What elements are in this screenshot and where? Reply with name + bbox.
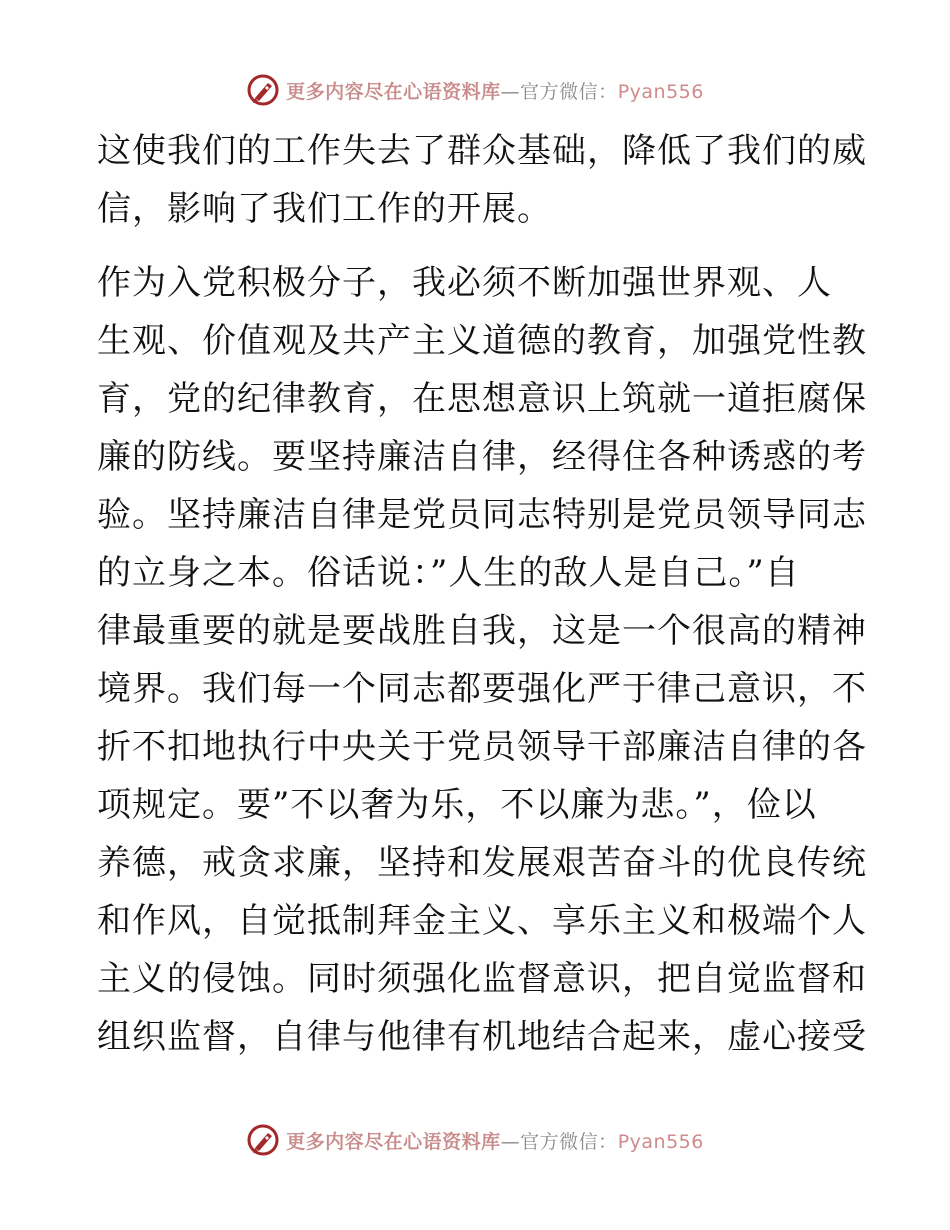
- footer-banner-official-label: 官方微信：: [520, 1130, 618, 1153]
- text-line: 的立身之本。俗话说：”人生的敌人是自己。”自: [97, 553, 800, 593]
- paragraph-2: [97, 254, 867, 1066]
- text-line: 组织监督，自律与他律有机地结合起来，虚心接受: [97, 1017, 867, 1057]
- document-body: [97, 122, 867, 1066]
- text-line: 律最重要的就是要战胜自我，这是一个很高的精神: [97, 611, 867, 651]
- text-line: 境界。我们每一个同志都要强化严于律己意识，不: [97, 669, 867, 709]
- header-banner-official-label: 官方微信：: [520, 80, 618, 103]
- text-line: 和作风，自觉抵制拜金主义、享乐主义和极端个人: [97, 901, 867, 941]
- header-banner-separator: —: [500, 80, 521, 103]
- text-line: 主义的侵蚀。同时须强化监督意识，把自觉监督和: [97, 959, 867, 999]
- text-line: 廉的防线。要坚持廉洁自律，经得住各种诱惑的考: [97, 437, 867, 477]
- header-banner-main: 更多内容尽在心语资料库: [286, 80, 501, 103]
- footer-banner-separator: —: [500, 1130, 521, 1153]
- text-line: 育，党的纪律教育，在思想意识上筑就一道拒腐保: [97, 379, 867, 419]
- paragraph-1: [97, 122, 867, 238]
- paragraph-gap: [97, 238, 849, 254]
- pen-logo-icon: [246, 73, 280, 107]
- text-line: 折不扣地执行中央关于党员领导干部廉洁自律的各: [97, 727, 867, 767]
- text-line: 生观、价值观及共产主义道德的教育，加强党性教: [97, 321, 867, 361]
- text-line: 养德，戒贪求廉，坚持和发展艰苦奋斗的优良传统: [97, 843, 867, 883]
- header-banner-wechat-id: Pyan556: [617, 80, 704, 103]
- footer-banner-wechat-id: Pyan556: [617, 1130, 704, 1153]
- header-banner-text: [286, 77, 704, 104]
- text-line: 项规定。要”不以奢为乐，不以廉为悲。”，俭以: [97, 785, 817, 825]
- header-banner: [0, 70, 950, 110]
- footer-banner: [0, 1120, 950, 1160]
- text-line: 验。坚持廉洁自律是党员同志特别是党员领导同志: [97, 495, 867, 535]
- text-line: 这使我们的工作失去了群众基础，降低了我们的威: [97, 131, 867, 171]
- text-line: 作为入党积极分子，我必须不断加强世界观、人: [97, 263, 832, 303]
- pen-logo-icon: [246, 1123, 280, 1157]
- footer-banner-text: [286, 1127, 704, 1154]
- footer-banner-main: 更多内容尽在心语资料库: [286, 1130, 501, 1153]
- text-line: 信，影响了我们工作的开展。: [97, 189, 552, 229]
